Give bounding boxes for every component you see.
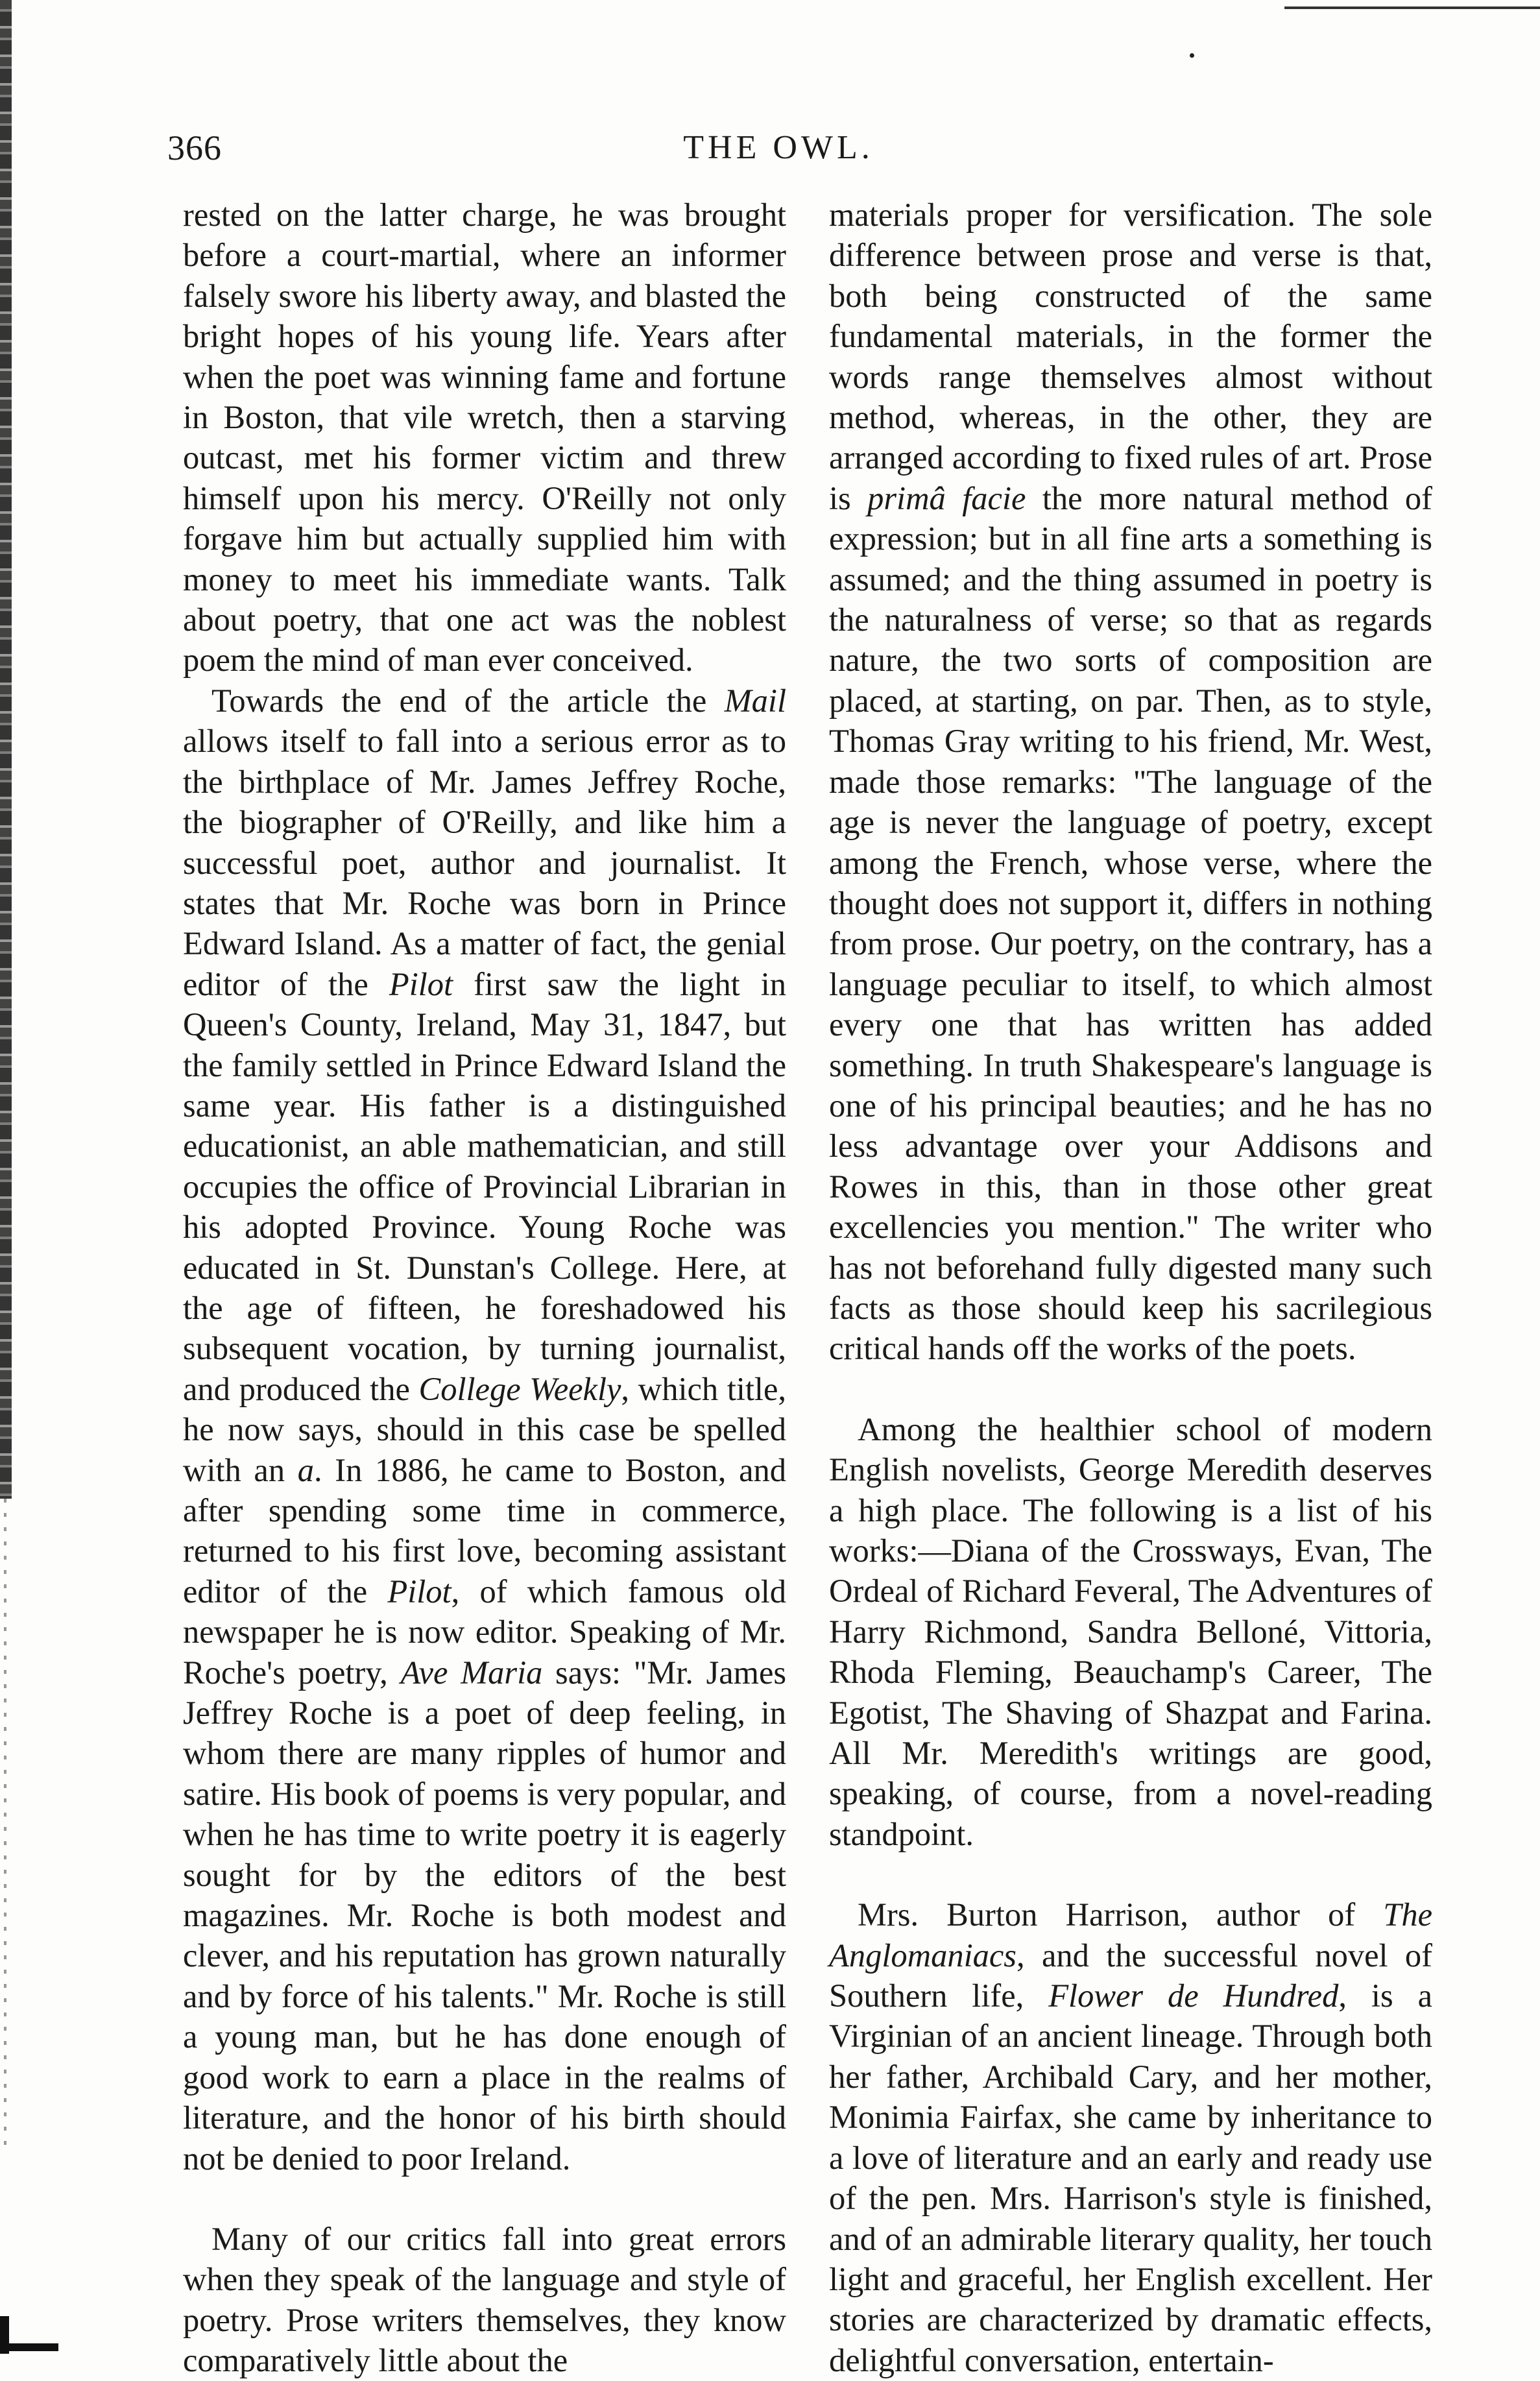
ink-speck: [1190, 53, 1194, 58]
running-title: THE OWL.: [683, 129, 874, 166]
paragraph: Mrs. Burton Harrison, author of The Anglomaniacs, and the successful novel of Southern life, Flower de Hundred, is a Virginian of an ancient lineage. Through both her father, Archibald Cary, and her mother, Monimia Fairfax, she came by inheritance to a love of literature and an early and ready use of the pen. Mrs. Harrison's style is finished, and of an admirable literary quality, her touch light and graceful, her English excellent. Her stories are characterized by dramatic effects, delightful conversation, entertain-: [829, 1896, 1432, 2378]
paragraph: Many of our critics fall into great errors when they speak of the language and style of poetry. Prose writers themselves, they know comparatively little about the: [183, 2220, 786, 2379]
italic-title: Pilot: [387, 1573, 451, 1610]
italic-title: Flower de Hundred: [1048, 1977, 1339, 2014]
binding-shadow: [0, 0, 12, 1499]
italic-title: Mail: [724, 682, 786, 719]
binding-dots: [4, 1499, 6, 2147]
italic-title: College Weekly: [418, 1370, 621, 1407]
italic-phrase: primâ facie: [867, 479, 1026, 516]
corner-mark-foot: [0, 2343, 58, 2351]
paragraph: materials proper for versification. The sole difference between prose and verse is that, both being constructed of the same fundamental materials, in the former the words range themselves almost without method, whereas, in the other, they are arranged according to fixed rules of art. Prose is primâ facie the more natural method of expression; but in all fine arts a something is assumed; and the thing assumed in poetry is the naturalness of verse; so that as regards nature, the two sorts of composition are placed, at starting, on par. Then, as to style, Thomas Gray writing to his friend, Mr. West, made those remarks: "The language of the age is never the language of poetry, except among the French, whose verse, where the thought does not support it, differs in nothing from prose. Our poetry, on the contrary, has a language peculiar to itself, to which almost every one that has written has added something. In truth Shakespeare's language is one of his principal beauties; and he has no less advantage over your Addisons and Rowes in this, than in those other great excellencies you mention." The writer who has not beforehand fully digested many such facts as those should keep his sacrilegious critical hands off the works of the poets.: [829, 197, 1432, 1367]
italic-title: Pilot: [389, 965, 453, 1002]
paragraph: rested on the latter charge, he was brought before a court-martial, where an informer falsely swore his liberty away, and blasted the bright hopes of his young life. Years after when the poet was winning fame and fortune in Boston, that vile wretch, then a starving outcast, met his former victim and threw himself upon his mercy. O'Reilly not only forgave him but actually supplied him with money to meet his immediate wants. Talk about poetry, that one act was the noblest poem the mind of man ever conceived.: [183, 197, 786, 679]
italic-title: Ave Maria: [400, 1654, 543, 1691]
paragraph: Among the healthier school of modern English novelists, George Meredith deserves a high place. The following is a list of his works:—Diana of the Crossways, Evan, The Ordeal of Richard Feveral, The Adventures of Harry Richmond, Sandra Belloné, Vittoria, Rhoda Fleming, Beauchamp's Career, The Egotist, The Shaving of Shazpat and Farina. All Mr. Meredith's writings are good, speaking, of course, from a novel-reading standpoint.: [829, 1410, 1432, 1852]
italic-title: The Anglomaniacs: [829, 1896, 1432, 1974]
top-scan-rule: [1284, 6, 1540, 9]
page-number: 366: [167, 128, 222, 167]
italic-letter: a: [297, 1451, 314, 1488]
right-column: [829, 195, 1432, 2380]
page-header: [0, 122, 1540, 174]
paragraph: Towards the end of the article the Mail allows itself to fall into a serious error as to the birthplace of Mr. James Jeffrey Roche, the biographer of O'Reilly, and like him a successful poet, author and journalist. It states that Mr. Roche was born in Prince Edward Island. As a matter of fact, the genial editor of the Pilot first saw the light in Queen's County, Ireland, May 31, 1847, but the family settled in Prince Edward Island the same year. His father is a distinguished educationist, an able mathematician, and still occupies the office of Provincial Librarian in his adopted Province. Young Roche was educated in St. Dunstan's College. Here, at the age of fifteen, he foreshadowed his subsequent vocation, by turning journalist, and produced the College Weekly, which title, he now says, should in this case be spelled with an a. In 1886, he came to Boston, and after spending some time in commerce, returned to his first love, becoming assistant editor of the Pilot, of which famous old newspaper he is now editor. Speaking of Mr. Roche's poetry, Ave Maria says: "Mr. James Jeffrey Roche is a poet of deep feeling, in whom there are many ripples of humor and satire. His book of poems is very popular, and when he has time to write poetry it is eagerly sought for by the editors of the best magazines. Mr. Roche is both modest and clever, and his reputation has grown naturally and by force of his talents." Mr. Roche is still a young man, but he has done enough of good work to earn a place in the realms of literature, and the honor of his birth should not be denied to poor Ireland.: [183, 682, 787, 2177]
left-column: [183, 195, 786, 2381]
